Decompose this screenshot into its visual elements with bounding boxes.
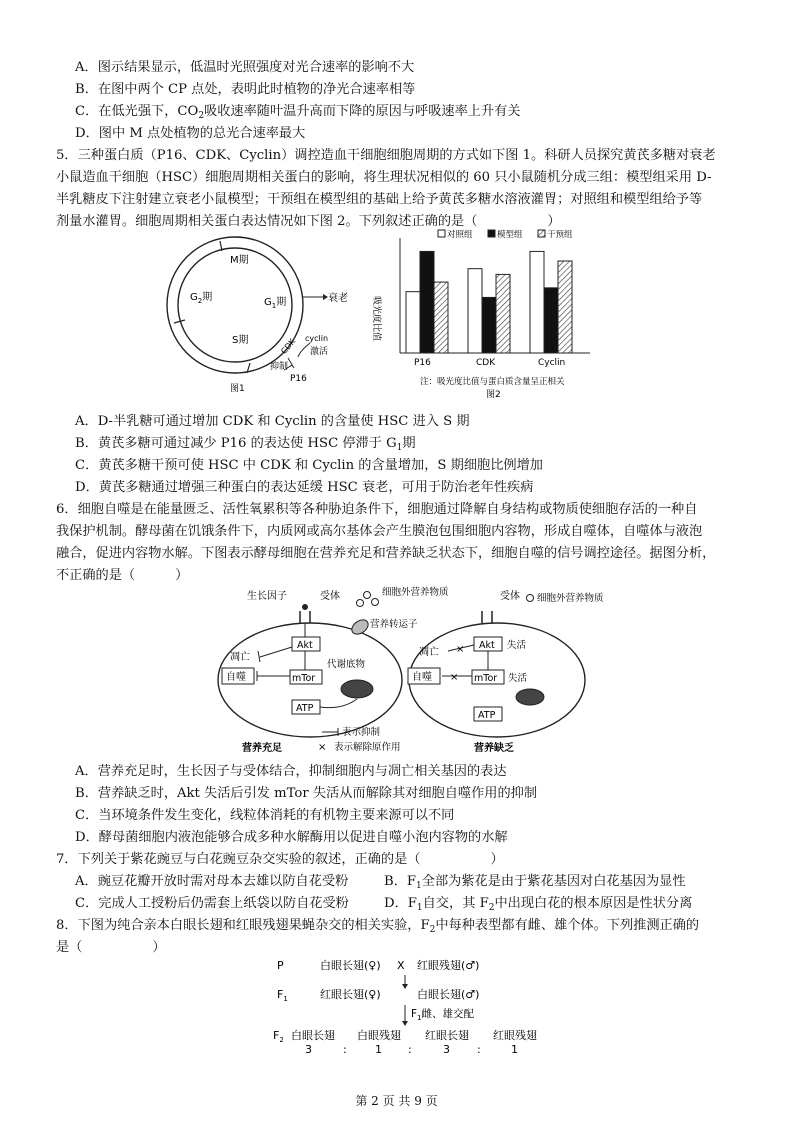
q6-option-b: B．营养缺乏时，Akt 失活后引发 mTor 失活从而解除其对细胞自噬作用的抑制 bbox=[75, 786, 538, 801]
bar-cdk-2 bbox=[496, 274, 510, 353]
x-tick-cyclin: Cyclin bbox=[538, 358, 566, 368]
p-generation-label: P bbox=[277, 959, 284, 972]
extracellular-nutrient-label-right: 细胞外营养物质 bbox=[537, 593, 604, 604]
nutrient-deficient-label: 营养缺乏 bbox=[474, 743, 514, 754]
bar-cyclin-2 bbox=[558, 261, 572, 353]
q5-stem-line3: 半乳糖皮下注射建立衰老小鼠模型；干预组在模型组的基础上给予黄芪多糖水溶液灌胃；对照组和模型组给予等 bbox=[56, 192, 703, 207]
atp-box-left: ATP bbox=[296, 703, 314, 714]
apoptosis-label-right: 凋亡 bbox=[419, 647, 439, 658]
q4-option-c: C．在低光强下，$CO_2$吸收速率随叶温升高而下降的原因与呼吸速率上升有关 bbox=[75, 104, 521, 121]
q5-option-a: A．D-半乳糖可通过增加 CDK 和 Cyclin 的含量使 HSC 进入 S 期 bbox=[75, 414, 470, 429]
ratio-1: 3 bbox=[305, 1043, 312, 1056]
receptor-label: 受体 bbox=[320, 591, 340, 602]
extracellular-nutrient-label: 细胞外营养物质 bbox=[382, 587, 449, 598]
g2-phase-label: $G_2$期 bbox=[190, 292, 213, 305]
atp-box-right: ATP bbox=[478, 710, 496, 721]
legend-inhibit: 表示抑制 bbox=[342, 727, 381, 738]
ratio-3: 3 bbox=[443, 1043, 450, 1056]
legend-swatch-1 bbox=[488, 230, 495, 237]
apoptosis-label-left: 凋亡 bbox=[230, 652, 250, 663]
svg-text::: : bbox=[408, 1043, 412, 1056]
q5-stem-line2: 小鼠造血干细胞（HSC）细胞周期相关蛋白的影响，将生理状况相似的 60 只小鼠随机分成三组：模型组采用 D- bbox=[56, 170, 712, 185]
fruit-fly-cross-diagram bbox=[265, 955, 565, 1055]
q6-stem-line2: 我保护机制。酵母菌在饥饿条件下，内质网或高尔基体会产生膜泡包围细胞内容物，形成自噬体，自噬体与液泡 bbox=[56, 524, 703, 539]
g1-phase-label: $G_1$期 bbox=[264, 297, 287, 310]
f2-type-3: 红眼长翅 bbox=[425, 1029, 469, 1042]
q6-option-c: C．当环境条件发生变化，线粒体消耗的有机物主要来源可以不同 bbox=[75, 808, 455, 823]
bar-cyclin-1 bbox=[544, 288, 558, 353]
q5-option-b: B．黄芪多糖可通过减少 P16 的表达使 HSC 停滞于 $G_1$期 bbox=[75, 436, 416, 453]
m-phase-label: M期 bbox=[230, 255, 249, 266]
mtor-box-left: mTor bbox=[292, 673, 316, 684]
q6-stem-line4: 不正确的是（ ） bbox=[56, 568, 189, 583]
metabolite-label: 代谢底物 bbox=[327, 659, 366, 670]
q4-option-a: A．图示结果显示，低温时光照强度对光合速率的影响不大 bbox=[75, 60, 415, 75]
svg-text::: : bbox=[477, 1043, 481, 1056]
protein-expression-bar-chart bbox=[371, 226, 603, 406]
cdk-label: CDK bbox=[279, 337, 298, 356]
autophagy-box-left: 自噬 bbox=[226, 672, 246, 683]
cell-cycle-figure bbox=[160, 233, 370, 403]
q6-option-d: D．酵母菌细胞内液泡能够合成多种水解酶用以促进自噬小泡内容物的水解 bbox=[75, 830, 508, 845]
q6-stem-line3: 融合，促进内容物水解。下图表示酵母细胞在营养充足和营养缺乏状态下，细胞自噬的信号调控途径。据图分析， bbox=[56, 546, 716, 561]
legend-swatch-2 bbox=[538, 230, 545, 237]
cyclin-label: cyclin bbox=[305, 334, 329, 343]
q4-option-b: B．在图中两个 CP 点处，表明此时植物的净光合速率相等 bbox=[75, 82, 416, 97]
q7-option-a: A．豌豆花瓣开放时需对母本去雄以防自花受粉 bbox=[75, 874, 349, 889]
q5-option-d: D．黄芪多糖通过增强三种蛋白的表达延缓 HSC 衰老，可用于防治老年性疾病 bbox=[75, 480, 534, 495]
svg-text:×: × bbox=[318, 742, 327, 753]
cross-symbol: X bbox=[397, 959, 405, 972]
inhibit-label: 抑制 bbox=[270, 362, 289, 372]
q8-stem-line1: 8．下图为纯合亲本白眼长翅和红眼残翅果蝇杂交的相关实验，$F_2$中每种表型都有雌、雄个体。下列推测正确的 bbox=[56, 918, 700, 935]
x-tick-cdk: CDK bbox=[476, 358, 496, 368]
ratio-4: 1 bbox=[511, 1043, 518, 1056]
chart-legend bbox=[438, 229, 573, 240]
svg-text:×: × bbox=[456, 644, 465, 655]
legend-release: 表示解除原作用 bbox=[334, 742, 401, 753]
autophagy-pathway-figure bbox=[212, 585, 604, 757]
bar-p16-2 bbox=[434, 282, 448, 353]
q8-stem-line2: 是（ ） bbox=[56, 940, 166, 955]
mtor-box-right: mTor bbox=[474, 673, 498, 684]
x-tick-p16: P16 bbox=[414, 358, 431, 368]
f1-female: 红眼长翅(♀) bbox=[320, 988, 381, 1001]
q7-option-b: B．$F_1$全部为紫花是由于紫花基因对白花基因为显性 bbox=[384, 874, 686, 891]
p-male: 红眼残翅(♂) bbox=[417, 959, 480, 972]
bar-p16-1 bbox=[420, 251, 434, 353]
f1-male: 白眼长翅(♂) bbox=[417, 988, 480, 1001]
akt-box-left: Akt bbox=[297, 640, 313, 651]
autophagy-box-right: 自噬 bbox=[412, 672, 432, 683]
q6-option-a: A．营养充足时，生长因子与受体结合，抑制细胞内与凋亡相关基因的表达 bbox=[75, 764, 507, 779]
f1-generation-label: $F_1$ bbox=[277, 988, 288, 1003]
legend-label-1: 模型组 bbox=[497, 230, 523, 240]
bar-p16-0 bbox=[406, 292, 420, 353]
page-footer: 第 2 页 共 9 页 bbox=[355, 1094, 438, 1108]
q7-option-c: C．完成人工授粉后仍需套上纸袋以防自花受粉 bbox=[75, 896, 349, 911]
legend-label-0: 对照组 bbox=[447, 230, 473, 240]
aging-label: 衰老 bbox=[328, 293, 348, 304]
q5-stem-line1: 5．三种蛋白质（P16、CDK、Cyclin）调控造血干细胞细胞周期的方式如下图 1。科研人员探究黄芪多糖对衰老 bbox=[56, 148, 716, 163]
inactive-label-mtor: 失活 bbox=[508, 673, 528, 684]
figure2-caption: 图2 bbox=[486, 390, 501, 400]
svg-text::: : bbox=[343, 1043, 347, 1056]
y-axis-label: 吸光度比值 bbox=[371, 296, 381, 342]
q5-stem-line4: 剂量水灌胃。细胞周期相关蛋白表达情况如下图 2。下列叙述正确的是（ ） bbox=[56, 214, 561, 229]
s-phase-label: S期 bbox=[232, 335, 249, 346]
ratio-2: 1 bbox=[375, 1043, 382, 1056]
nutrient-transporter-label: 营养转运子 bbox=[370, 619, 418, 630]
q7-option-d: D．$F_1$自交，其 $F_2$中出现白花的根本原因是性状分离 bbox=[384, 896, 693, 913]
q5-option-c: C．黄芪多糖干预可使 HSC 中 CDK 和 Cyclin 的含量增加，S 期细胞比例增加 bbox=[75, 458, 543, 473]
activate-label: 激活 bbox=[310, 347, 329, 357]
bar-cyclin-0 bbox=[530, 251, 544, 353]
growth-factor-label: 生长因子 bbox=[247, 591, 287, 602]
inactive-label-akt: 失活 bbox=[507, 640, 527, 651]
p16-label: P16 bbox=[290, 374, 307, 384]
bar-cdk-0 bbox=[468, 269, 482, 353]
legend-swatch-0 bbox=[438, 230, 445, 237]
akt-box-right: Akt bbox=[479, 640, 495, 651]
chart-note: 注：吸光度比值与蛋白质含量呈正相关 bbox=[420, 377, 565, 387]
receptor-label-right: 受体 bbox=[500, 591, 520, 602]
bar-cdk-1 bbox=[482, 297, 496, 353]
f2-type-4: 红眼残翅 bbox=[493, 1029, 537, 1042]
legend-label-2: 干预组 bbox=[547, 230, 573, 240]
q7-stem: 7．下列关于紫花豌豆与白花豌豆杂交实验的叙述，正确的是（ ） bbox=[56, 852, 504, 867]
nutrient-sufficient-label: 营养充足 bbox=[242, 743, 282, 754]
f2-type-2: 白眼残翅 bbox=[357, 1029, 401, 1042]
q4-option-d: D．图中 M 点处植物的总光合速率最大 bbox=[75, 126, 306, 141]
figure1-caption: 图1 bbox=[230, 384, 245, 394]
f2-type-1: 白眼长翅 bbox=[291, 1029, 335, 1042]
svg-text:×: × bbox=[450, 672, 459, 683]
f1-mating-label: $F_1$雌、雄交配 bbox=[411, 1008, 475, 1022]
q6-stem-line1: 6．细胞自噬是在能量匮乏、活性氧累积等各种胁迫条件下，细胞通过降解自身结构或物质使细胞存活的一种自 bbox=[56, 502, 698, 517]
f2-generation-label: $F_2$ bbox=[273, 1029, 284, 1044]
p-female: 白眼长翅(♀) bbox=[320, 959, 381, 972]
